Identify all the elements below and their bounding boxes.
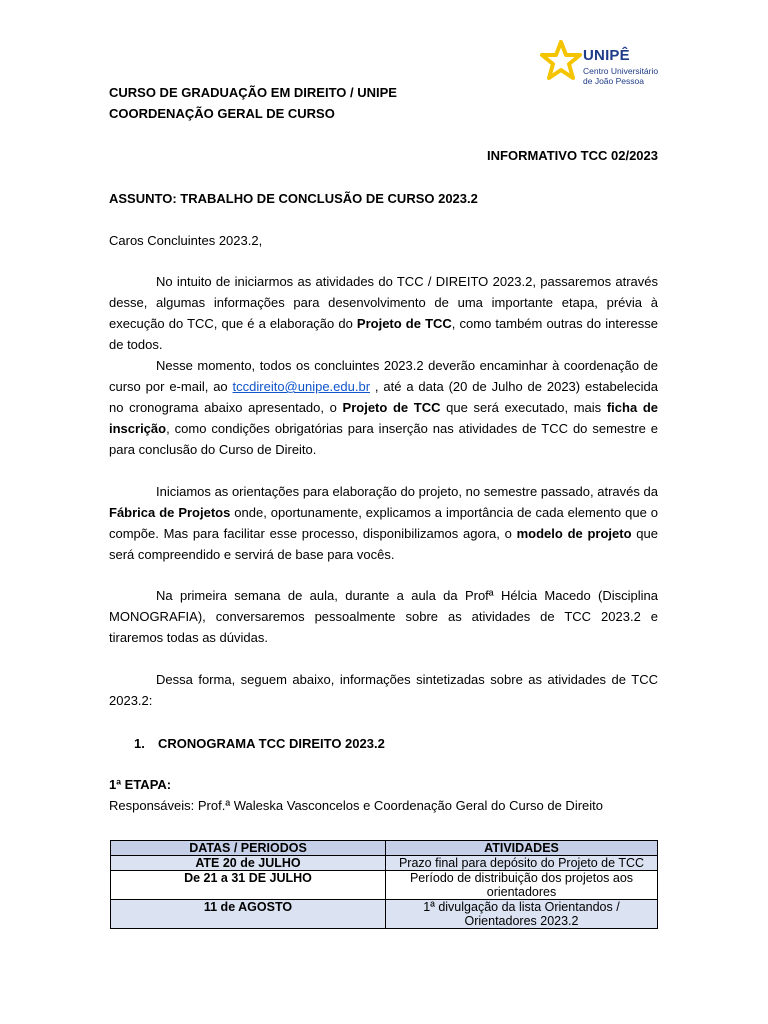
etapa-title: 1ª ETAPA: xyxy=(109,777,172,792)
coordination-title: COORDENAÇÃO GERAL DE CURSO xyxy=(109,106,335,121)
table-row xyxy=(111,871,658,900)
greeting: Caros Concluintes 2023.2, xyxy=(109,233,263,248)
logo-line-2: de João Pessoa xyxy=(583,76,644,86)
informativo-number: INFORMATIVO TCC 02/2023 xyxy=(487,148,658,163)
paragraph-2: Nesse momento, todos os concluintes 2023.2 deverão encaminhar à coordenação de curso por e-mail, ao tccdireito@unipe.edu.br , até a data (20 de Julho de 2023) estabelecida no cronograma abaixo apresentado, o Projeto de TCC que será executado, mais ficha de inscrição, como condições obrigatórias para inserção nas atividades de TCC do semestre e para conclusão do Curso de Direito. xyxy=(109,358,658,457)
table-header-cell: ATIVIDADES xyxy=(386,841,658,856)
email-link[interactable]: tccdireito@unipe.edu.br xyxy=(232,379,371,394)
logo-brand: UNIPÊ xyxy=(583,47,630,64)
logo-line-1: Centro Universitário xyxy=(583,66,659,76)
paragraph-1: No intuito de iniciarmos as atividades do TCC / DIREITO 2023.2, passaremos através desse, algumas informações para desenvolvimento de uma importante etapa, prévia à execução do TCC, que é a elaboração do Projeto de TCC, como também outras do interesse de todos. xyxy=(109,274,658,352)
paragraph-5: Dessa forma, seguem abaixo, informações sintetizadas sobre as atividades de TCC 2023.2: xyxy=(109,672,658,708)
table-cell-activity: Período de distribuição dos projetos aos orientadores xyxy=(386,871,658,900)
table-cell-date: De 21 a 31 DE JULHO xyxy=(111,871,386,900)
unipe-logo xyxy=(540,40,670,90)
responsaveis: Responsáveis: Prof.ª Waleska Vasconcelos e Coordenação Geral do Curso de Direito xyxy=(109,798,603,813)
table-cell-activity: Prazo final para depósito do Projeto de TCC xyxy=(386,856,658,871)
star-logo-icon xyxy=(540,40,582,82)
table-header-cell: DATAS / PERIODOS xyxy=(111,841,386,856)
table-row xyxy=(111,856,658,871)
subject-line: ASSUNTO: TRABALHO DE CONCLUSÃO DE CURSO 2023.2 xyxy=(109,191,478,206)
table-cell-date: ATE 20 de JULHO xyxy=(111,856,386,871)
table-cell-date: 11 de AGOSTO xyxy=(111,900,386,929)
paragraph-4: Na primeira semana de aula, durante a aula da Profª Hélcia Macedo (Disciplina MONOGRAFIA), conversaremos pessoalmente sobre as atividades de TCC 2023.2 e tiraremos todas as dúvidas. xyxy=(109,588,658,645)
course-title: CURSO DE GRADUAÇÃO EM DIREITO / UNIPE xyxy=(109,85,397,100)
schedule-table xyxy=(110,840,658,929)
section-heading: 1. CRONOGRAMA TCC DIREITO 2023.2 xyxy=(134,736,385,751)
table-header-row xyxy=(111,841,658,856)
table-cell-activity: 1ª divulgação da lista Orientandos / Orientadores 2023.2 xyxy=(386,900,658,929)
paragraph-3: Iniciamos as orientações para elaboração do projeto, no semestre passado, através da Fábrica de Projetos onde, oportunamente, explicamos a importância de cada elemento que o compõe. Mas para facilitar esse processo, disponibilizamos agora, o modelo de projeto que será compreendido e servirá de base para vocês. xyxy=(109,484,658,562)
table-row xyxy=(111,900,658,929)
